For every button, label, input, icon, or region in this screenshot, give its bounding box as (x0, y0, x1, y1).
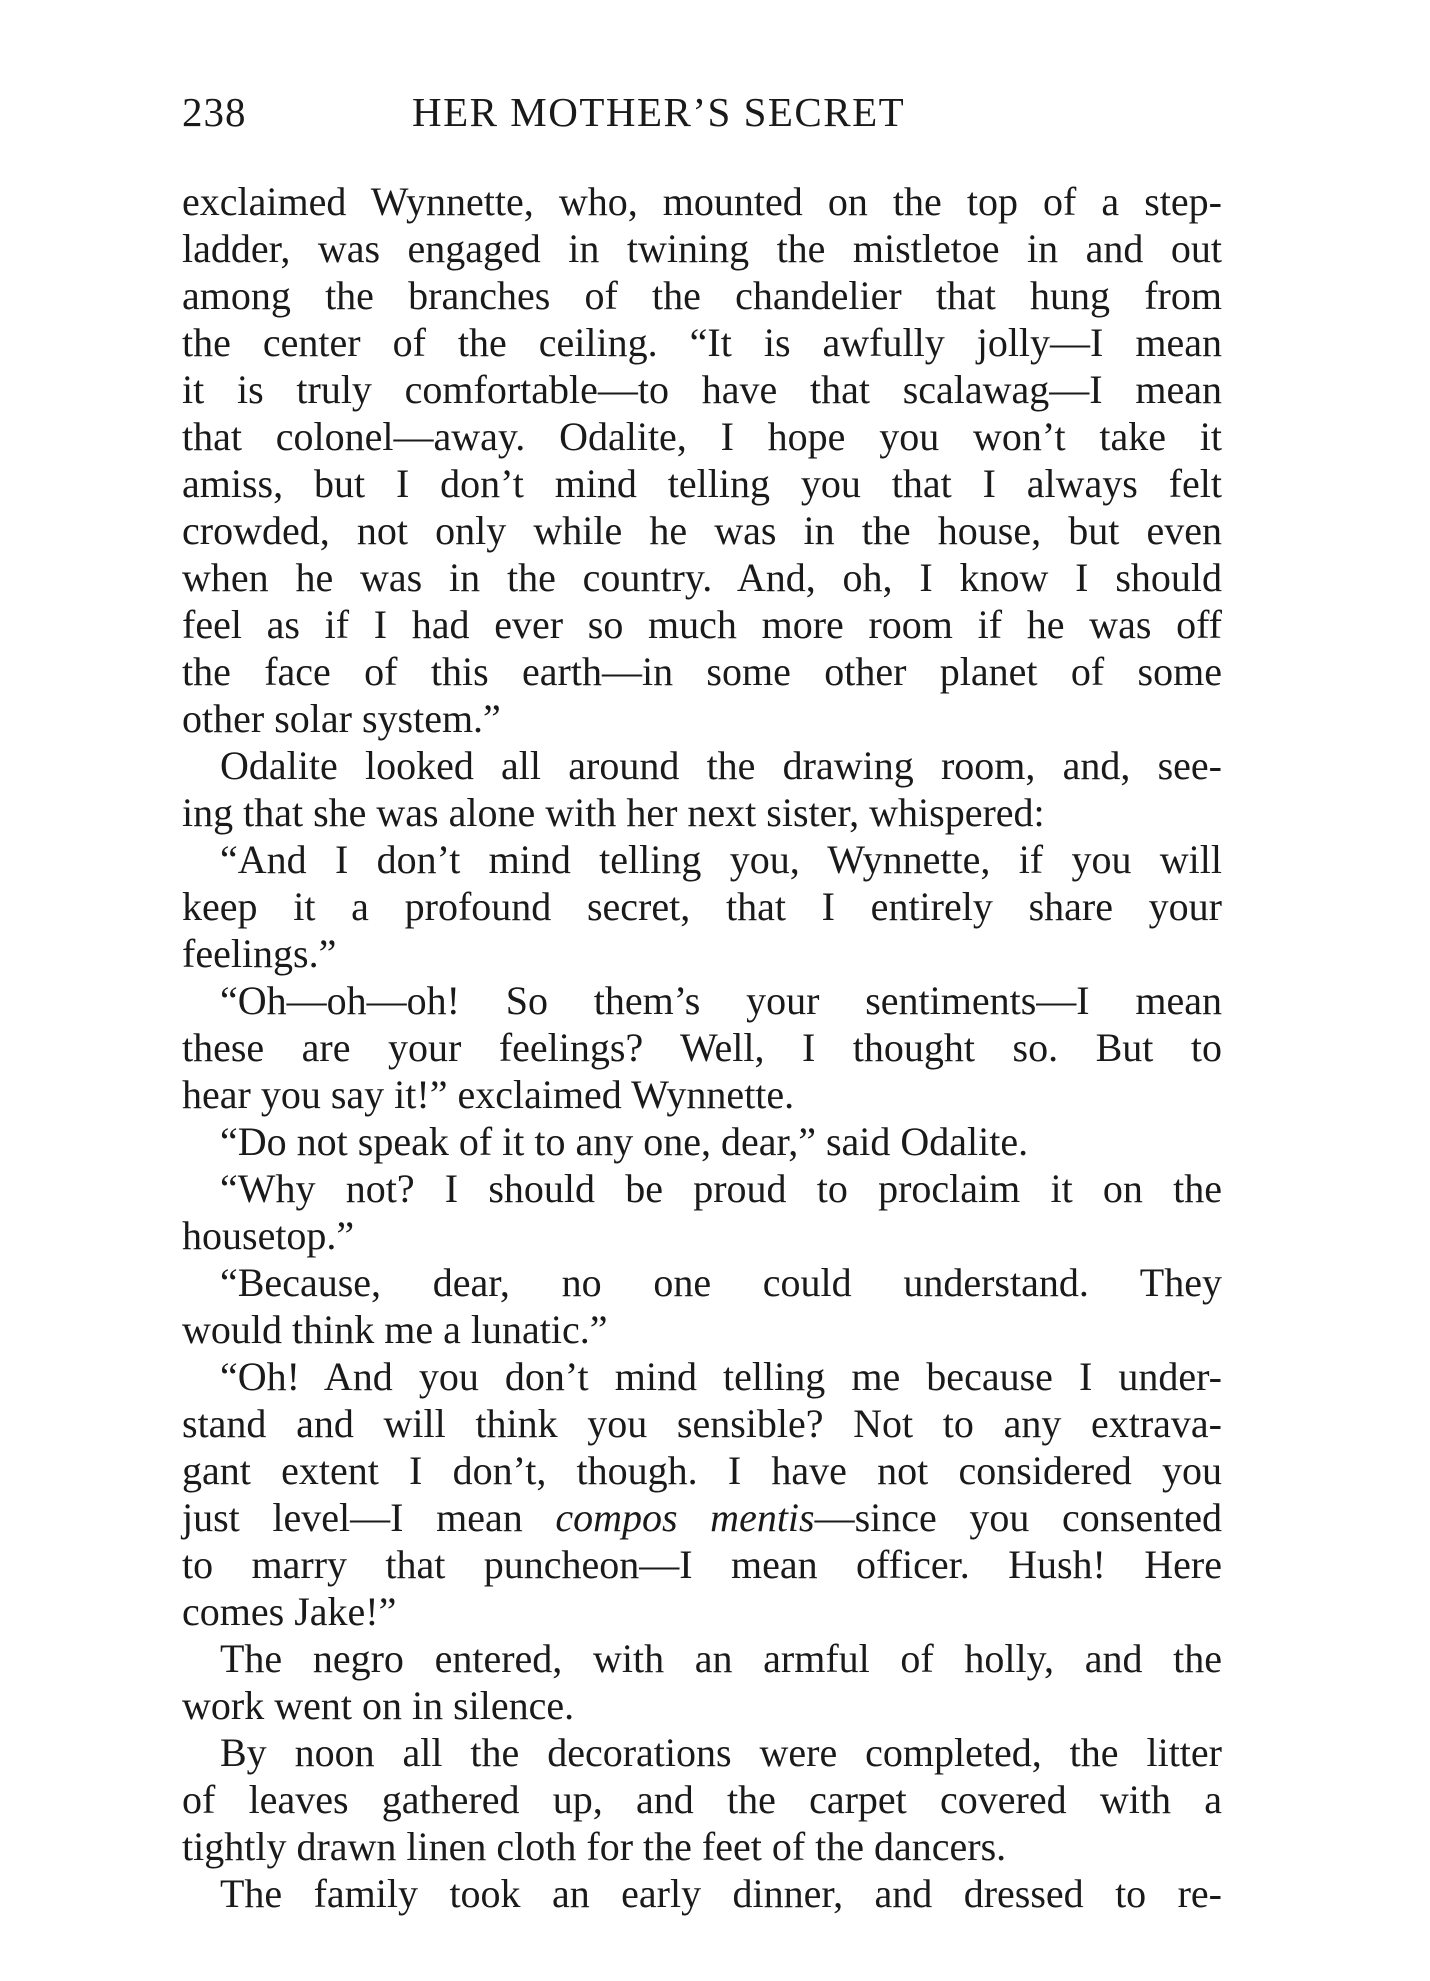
text-line: “Oh—oh—oh! So them’s your sentiments—I mean (220, 978, 1222, 1023)
text-line: exclaimed Wynnette, who, mounted on the top of a step- (182, 179, 1222, 224)
text-line: housetop.” (182, 1213, 355, 1258)
text-line: to marry that puncheon—I mean officer. Hush! Here (182, 1542, 1222, 1587)
text-segment: —since you consented (814, 1495, 1222, 1540)
text-line: gant extent I don’t, though. I have not considered you (182, 1448, 1222, 1493)
text-line: work went on in silence. (182, 1683, 575, 1728)
text-line: stand and will think you sensible? Not to any extrava- (182, 1401, 1222, 1446)
text-line: of leaves gathered up, and the carpet covered with a (182, 1777, 1222, 1822)
text-line: these are your feelings? Well, I thought so. But to (182, 1025, 1222, 1070)
text-line: the face of this earth—in some other planet of some (182, 649, 1222, 694)
text-line: ing that she was alone with her next sister, whispered: (182, 790, 1045, 835)
text-line: it is truly comfortable—to have that scalawag—I mean (182, 367, 1222, 412)
text-line: the center of the ceiling. “It is awfully jolly—I mean (182, 320, 1222, 365)
text-line: “And I don’t mind telling you, Wynnette, if you will (220, 837, 1222, 882)
text-line: By noon all the decorations were completed, the litter (220, 1730, 1222, 1775)
text-line: hear you say it!” exclaimed Wynnette. (182, 1072, 795, 1117)
text-line: ladder, was engaged in twining the mistletoe in and out (182, 226, 1222, 271)
text-line: feelings.” (182, 931, 337, 976)
text-line: “Because, dear, no one could understand. They (220, 1260, 1222, 1305)
text-line (182, 1494, 1222, 1541)
text-line: feel as if I had ever so much more room if he was off (182, 602, 1222, 647)
text-segment: just level—I mean (182, 1495, 556, 1540)
text-line: “Do not speak of it to any one, dear,” said Odalite. (220, 1119, 1029, 1164)
running-title: HER MOTHER’S SECRET (412, 89, 906, 135)
text-line: that colonel—away. Odalite, I hope you won’t take it (182, 414, 1222, 459)
italic-phrase: compos mentis (555, 1495, 815, 1540)
text-line: amiss, but I don’t mind telling you that I always felt (182, 461, 1222, 506)
text-line: when he was in the country. And, oh, I know I should (182, 555, 1222, 600)
text-line: other solar system.” (182, 696, 501, 741)
text-line: “Oh! And you don’t mind telling me because I under- (220, 1354, 1222, 1399)
page-number: 238 (182, 89, 247, 135)
text-line: keep it a profound secret, that I entirely share your (182, 884, 1222, 929)
text-line: crowded, not only while he was in the house, but even (182, 508, 1222, 553)
text-line: among the branches of the chandelier that hung from (182, 273, 1222, 318)
text-line: Odalite looked all around the drawing room, and, see- (220, 743, 1222, 788)
text-line: “Why not? I should be proud to proclaim it on the (220, 1166, 1222, 1211)
text-line: The negro entered, with an armful of holly, and the (220, 1636, 1222, 1681)
running-head (182, 88, 1222, 148)
body-text (182, 178, 1222, 1917)
text-line: The family took an early dinner, and dressed to re- (220, 1871, 1222, 1916)
text-line: comes Jake!” (182, 1589, 397, 1634)
text-line: tightly drawn linen cloth for the feet of the dancers. (182, 1824, 1007, 1869)
text-line: would think me a lunatic.” (182, 1307, 608, 1352)
